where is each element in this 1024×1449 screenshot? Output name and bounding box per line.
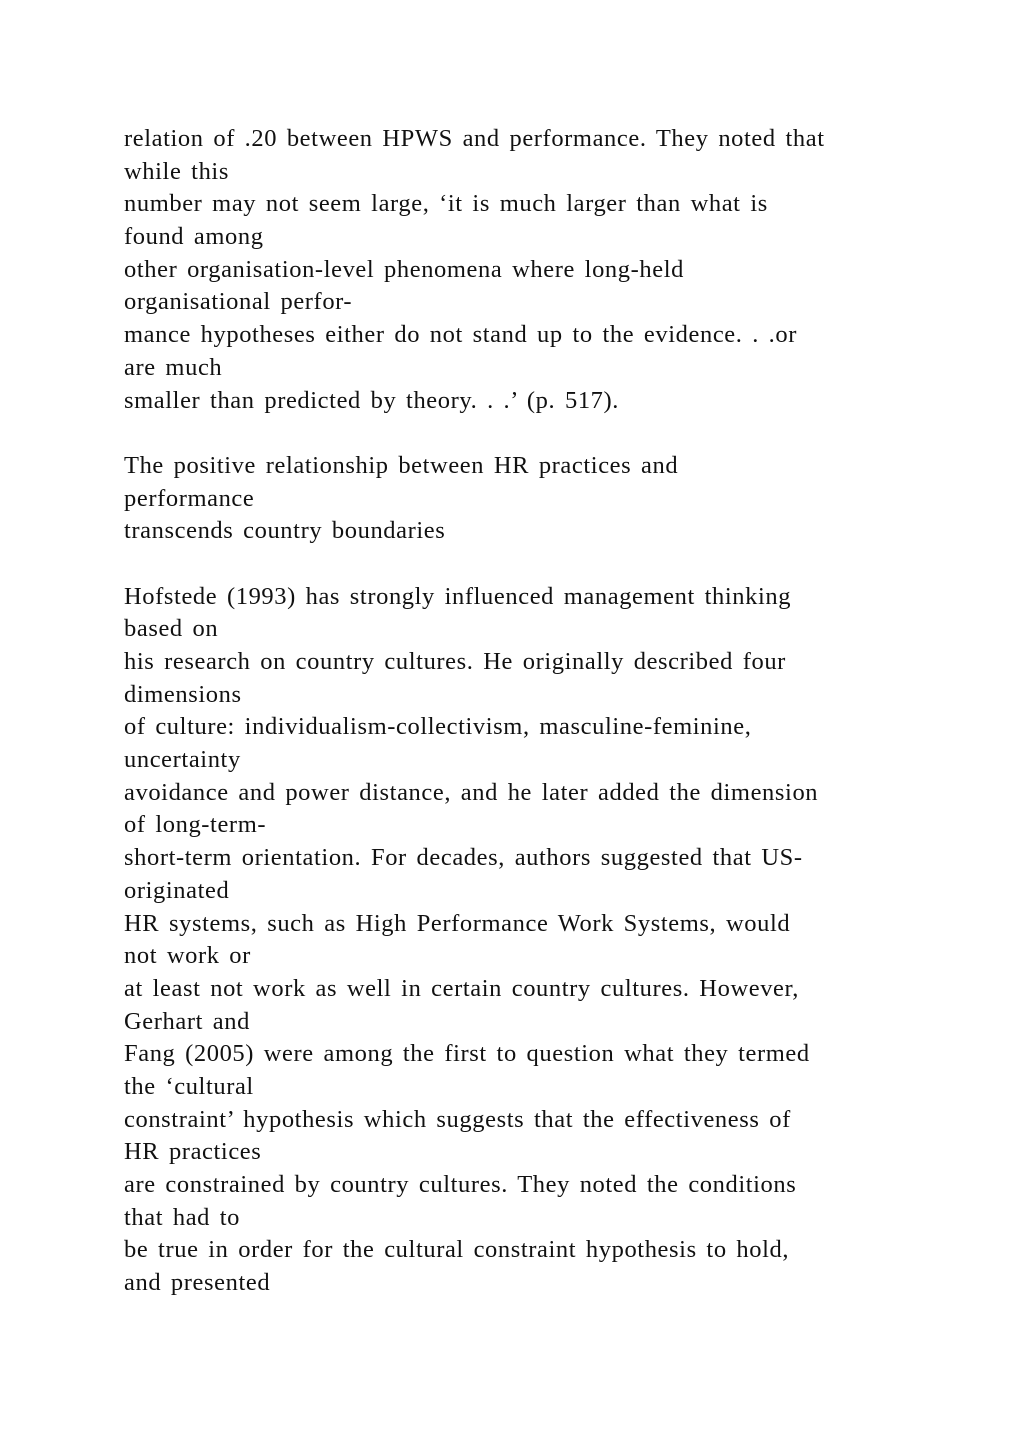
- text-line: of long-term-: [124, 811, 267, 839]
- heading-line: performance: [124, 484, 255, 512]
- text-line: HR practices: [124, 1138, 262, 1166]
- heading-line: The positive relationship between HR practices and: [124, 451, 679, 479]
- text-line: organisational perfor-: [124, 288, 353, 316]
- text-line: relation of .20 between HPWS and performance. They noted that: [124, 125, 825, 152]
- text-line: not work or: [124, 942, 251, 970]
- section-heading: [124, 450, 984, 548]
- text-line: originated: [124, 876, 230, 904]
- text-line: his research on country cultures. He originally described four: [124, 648, 786, 675]
- text-line: are much: [124, 353, 223, 381]
- text-line: are constrained by country cultures. They noted the conditions: [124, 1171, 797, 1198]
- document-page: [124, 123, 984, 1300]
- text-line: be true in order for the cultural constraint hypothesis to hold,: [124, 1236, 790, 1264]
- text-line: of culture: individualism-collectivism, masculine-feminine,: [124, 713, 752, 741]
- text-line: number may not seem large, ‘it is much larger than what is: [124, 190, 768, 218]
- text-line: mance hypotheses either do not stand up to the evidence. . .or: [124, 321, 797, 349]
- paragraph-hofstede: [124, 581, 984, 1300]
- text-line: Fang (2005) were among the first to question what they termed: [124, 1040, 810, 1068]
- text-line: uncertainty: [124, 746, 241, 774]
- text-line: at least not work as well in certain country cultures. However,: [124, 974, 800, 1002]
- text-line: short-term orientation. For decades, authors suggested that US-: [124, 844, 803, 872]
- text-line: avoidance and power distance, and he later added the dimension: [124, 778, 819, 806]
- paragraph-spacer: [124, 417, 984, 450]
- paragraph-hpws-correlation: [124, 123, 984, 417]
- text-line: and presented: [124, 1269, 271, 1297]
- text-line: smaller than predicted by theory. . .’ (p. 517).: [124, 386, 620, 414]
- paragraph-spacer: [124, 548, 984, 581]
- text-line: HR systems, such as High Performance Work Systems, would: [124, 909, 791, 937]
- text-line: other organisation-level phenomena where long-held: [124, 255, 684, 283]
- text-line: Gerhart and: [124, 1007, 250, 1035]
- text-line: based on: [124, 615, 219, 643]
- text-line: constraint’ hypothesis which suggests that the effectiveness of: [124, 1105, 791, 1133]
- text-line: that had to: [124, 1203, 241, 1231]
- text-line: dimensions: [124, 680, 242, 708]
- text-line: while this: [124, 157, 229, 185]
- heading-line: transcends country boundaries: [124, 517, 446, 545]
- text-line: Hofstede (1993) has strongly influenced management thinking: [124, 582, 792, 610]
- text-line: found among: [124, 223, 264, 251]
- text-line: the ‘cultural: [124, 1072, 254, 1100]
